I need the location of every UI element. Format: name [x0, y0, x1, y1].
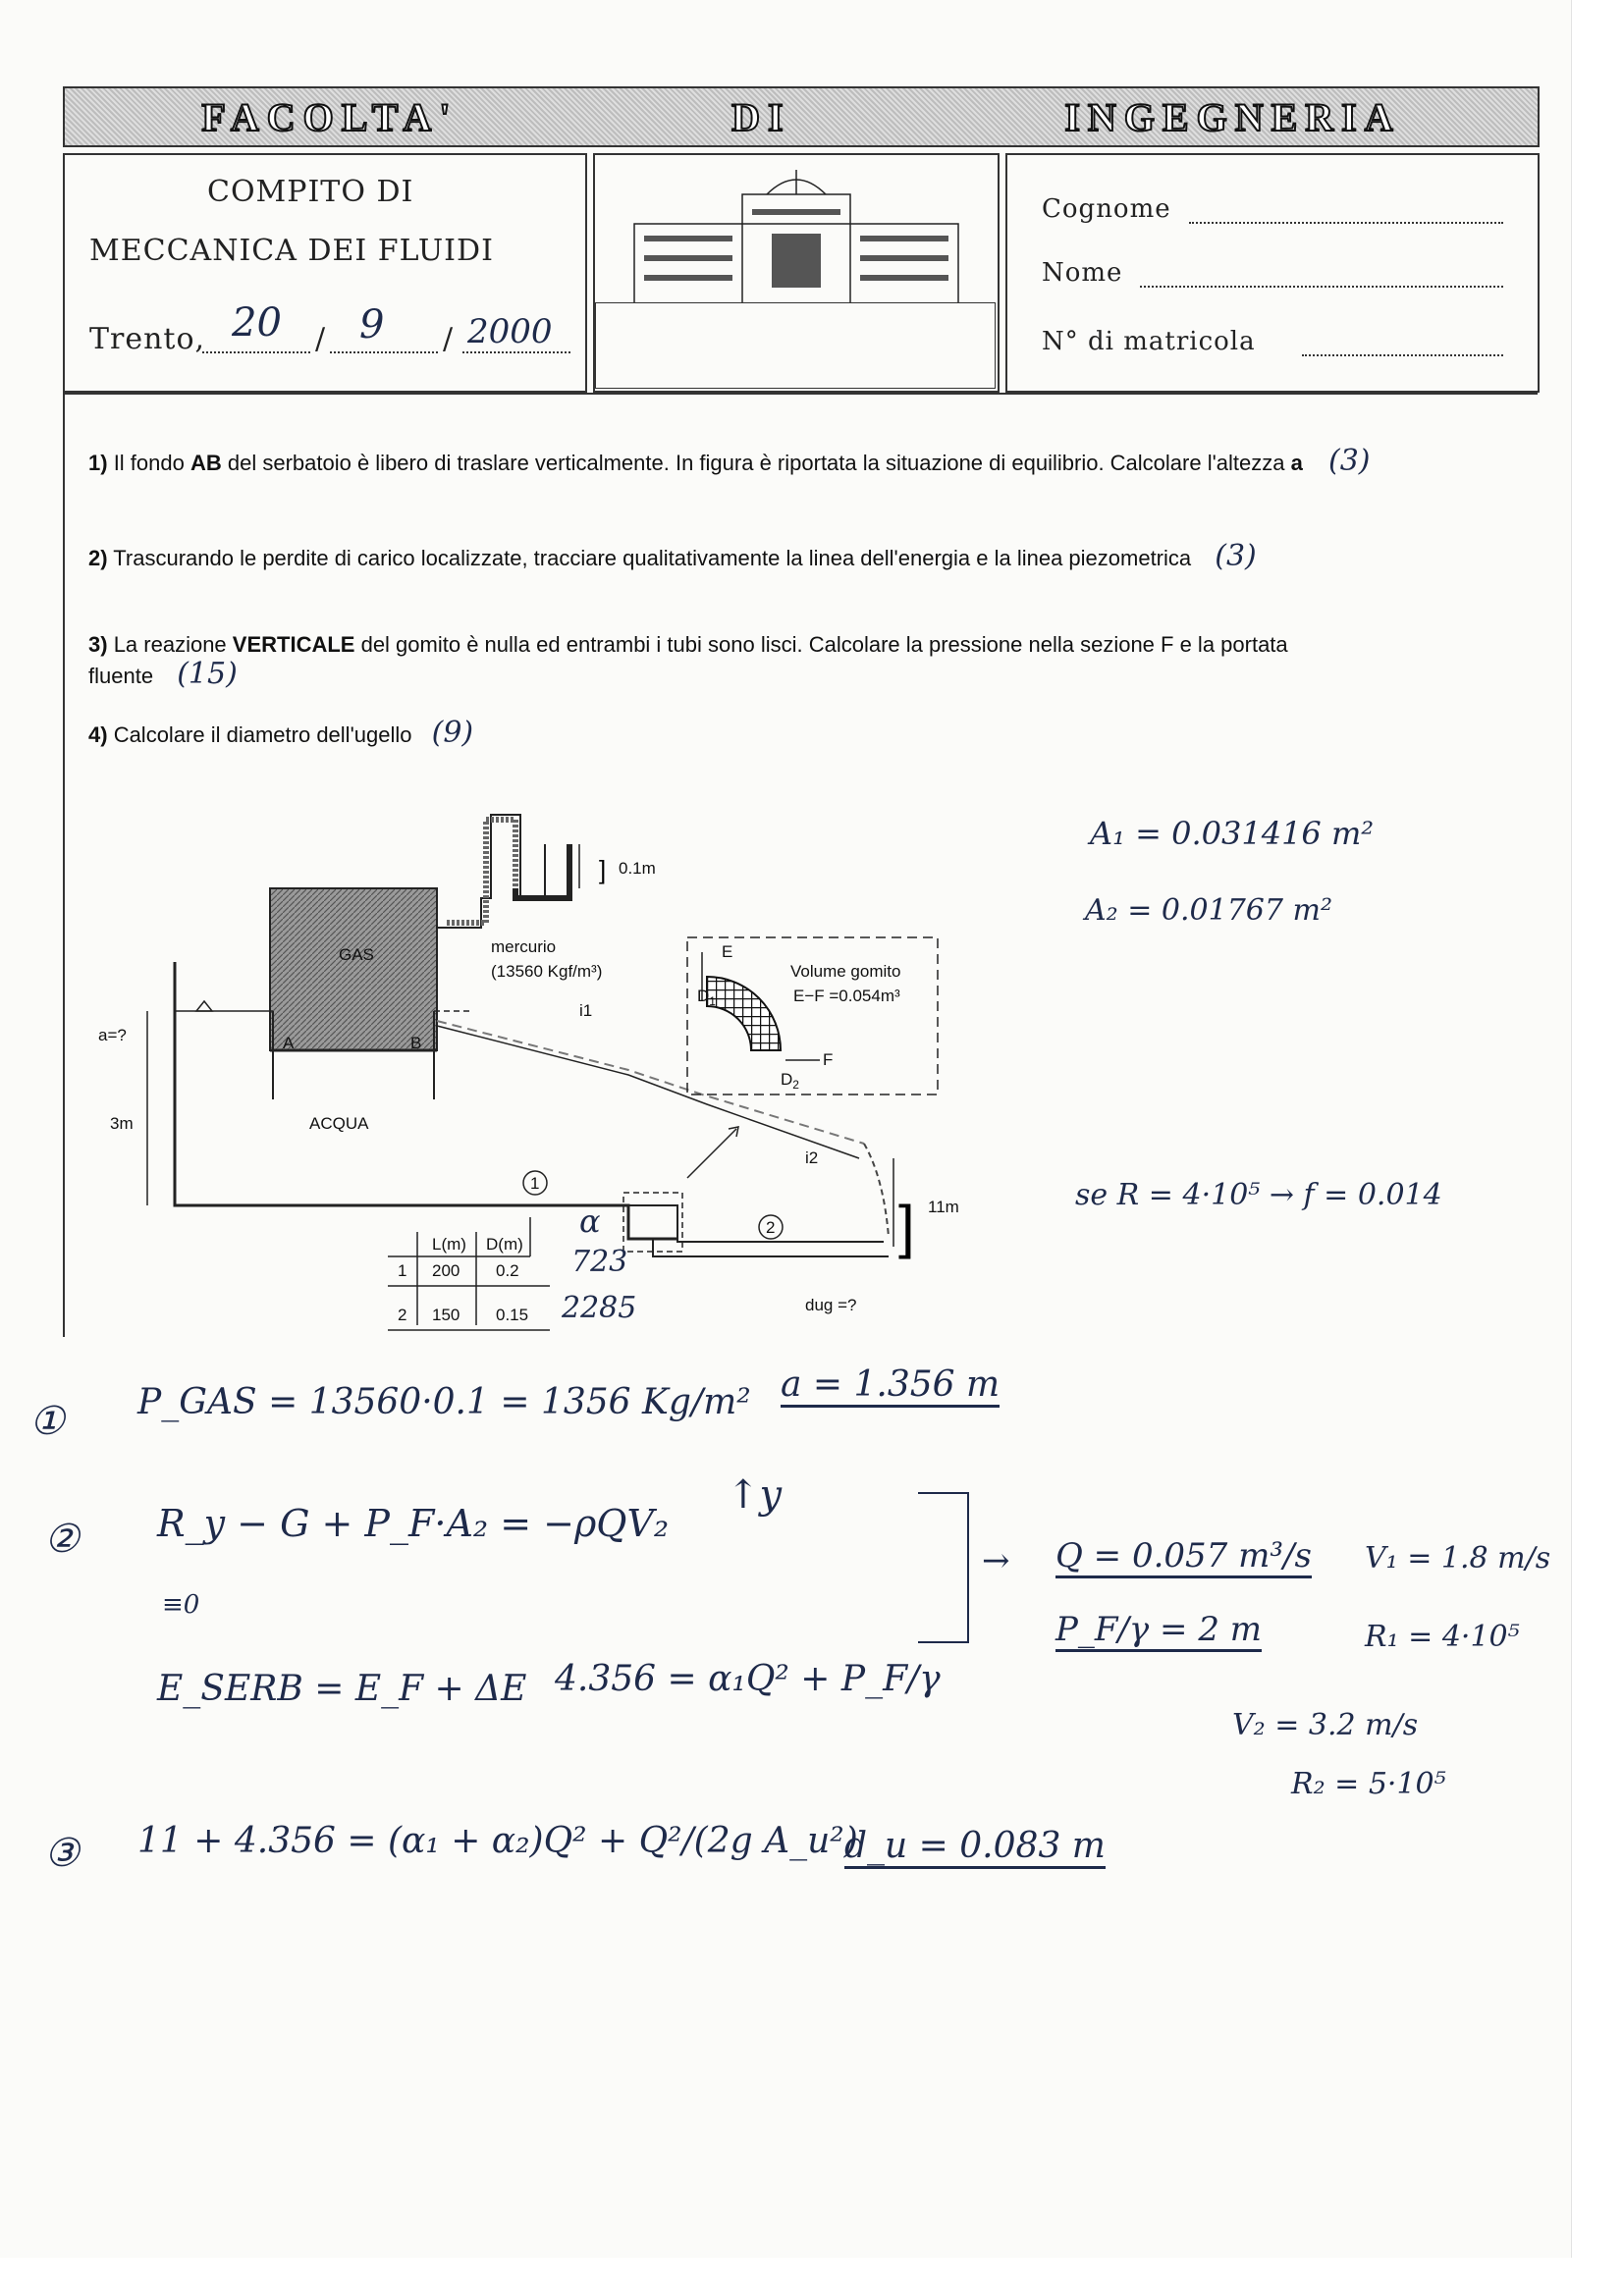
gas-label: GAS — [339, 945, 374, 964]
hand-up-arrow-icon: ↑y — [727, 1472, 783, 1518]
hand-reynolds-note: se R = 4·10⁵ → f = 0.014 — [1075, 1178, 1442, 1212]
hand-sol2-r2: R₂ = 5·10⁵ — [1291, 1767, 1446, 1801]
elbow-f-label: F — [823, 1050, 834, 1069]
hand-sol2-energy: E_SERB = E_F + ΔE — [157, 1669, 527, 1709]
table-row2-d: 0.15 — [496, 1306, 529, 1324]
banner-word-2: DI — [731, 94, 791, 139]
hand-area-a2: A₂ = 0.01767 m² — [1085, 893, 1332, 928]
question-4-score: (9) — [431, 716, 474, 750]
pipe-2-label: 2 — [766, 1218, 776, 1237]
svg-text:]: ] — [599, 855, 607, 884]
question-3-score: (15) — [177, 657, 238, 691]
elbow-d1-label: $D_1$ — [697, 987, 716, 1008]
water-label: ACQUA — [309, 1114, 369, 1133]
hand-arrow-icon: → — [982, 1541, 1010, 1580]
point-b-label: B — [410, 1034, 422, 1052]
table-row1-d: 0.2 — [496, 1261, 519, 1280]
gas-chamber — [270, 888, 437, 1050]
hand-sol2-eq0: ≡0 — [162, 1590, 200, 1620]
hand-alpha-header: α — [579, 1202, 601, 1240]
dim-a-label: a=? — [98, 1026, 127, 1044]
nozzle-label: dug =? — [805, 1296, 857, 1314]
elbow-d2-label: $D_2$ — [781, 1070, 799, 1092]
matricola-label: N° di matricola — [1042, 327, 1256, 356]
dim-11m-label: 11m — [928, 1198, 959, 1216]
hand-sol2-label: ② — [44, 1517, 80, 1562]
table-row2-id: 2 — [398, 1306, 407, 1324]
hand-sol2-v1: V₁ = 1.8 m/s — [1365, 1541, 1551, 1575]
hand-sol2-q: Q = 0.057 m³/s — [1055, 1536, 1312, 1578]
name-label: Nome — [1042, 258, 1123, 288]
table-row1-id: 1 — [398, 1261, 407, 1280]
banner-word-3: INGEGNERIA — [1064, 94, 1401, 139]
surname-label: Cognome — [1042, 194, 1171, 224]
question-1: 1) Il fondo AB del serbatoio è libero di traslare verticalmente. In figura è riportata la situazione di equilibrio. Calcolare l'altezza a (3) — [88, 444, 1371, 478]
question-4: 4) Calcolare il diametro dell'ugello (9) — [88, 716, 474, 750]
hand-sol3-label: ③ — [44, 1831, 80, 1876]
dim-0-1m-label: 0.1m — [619, 859, 656, 878]
table-header-l: L(m) — [432, 1235, 466, 1254]
mercury-label: mercurio — [491, 937, 557, 956]
date-slash-2: / — [443, 322, 455, 356]
place-label: Trento, — [89, 322, 206, 356]
dim-3m-label: 3m — [110, 1114, 134, 1133]
table-row2-l: 150 — [432, 1306, 460, 1324]
question-3: 3) La reazione VERTICALE del gomito è nulla ed entrambi i tubi sono lisci. Calcolare la pressione nella sezione F e la portata fluente (15) — [88, 632, 1288, 691]
hand-sol2-v2: V₂ = 3.2 m/s — [1232, 1708, 1419, 1742]
hand-sol2-eq: R_y − G + P_F·A₂ = −ρQV₂ — [157, 1502, 670, 1545]
date-month: 9 — [359, 302, 385, 347]
hand-sol2-pf: P_F/γ = 2 m — [1055, 1610, 1262, 1652]
hand-sol1-label: ① — [29, 1399, 65, 1444]
hand-bracket — [918, 1492, 969, 1643]
i2-label: i2 — [805, 1148, 819, 1167]
mercury-density-label: (13560 Kgf/m³) — [491, 962, 603, 981]
elbow-title: Volume gomito — [790, 962, 901, 981]
i1-label: i1 — [579, 1001, 593, 1020]
elbow-e-label: E — [722, 942, 733, 961]
table-row1-l: 200 — [432, 1261, 460, 1280]
hand-sol1-result: a = 1.356 m — [781, 1364, 1000, 1408]
hand-sol3-eq: 11 + 4.356 = (α₁ + α₂)Q² + Q²/(2g A_u²) — [137, 1821, 858, 1861]
hand-sol3-result: d_u = 0.083 m — [844, 1826, 1106, 1869]
table-header-d: D(m) — [486, 1235, 523, 1254]
hand-sol2-energy2: 4.356 = α₁Q² + P_F/γ — [555, 1659, 941, 1699]
hand-alpha-1: 723 — [571, 1245, 628, 1279]
exam-title-line2: MECCANICA DEI FLUIDI — [89, 234, 494, 268]
question-1-score: (3) — [1328, 444, 1371, 478]
elbow-detail-frame — [687, 937, 938, 1095]
svg-text:]: ] — [898, 1194, 915, 1259]
pipe-1-label: 1 — [530, 1174, 540, 1193]
elbow-volume: E−F =0.054m³ — [793, 987, 900, 1005]
date-day: 20 — [232, 300, 282, 346]
question-2: 2) Trascurando le perdite di carico localizzate, tracciare qualitativamente la linea dell'energia e la linea piezometrica (3) — [88, 539, 1257, 573]
date-slash-1: / — [315, 322, 327, 356]
hand-sol1-eq: P_GAS = 13560·0.1 = 1356 Kg/m² — [137, 1382, 751, 1422]
question-2-score: (3) — [1215, 539, 1257, 573]
date-year: 2000 — [467, 312, 553, 351]
hand-area-a1: A₁ = 0.031416 m² — [1090, 815, 1375, 852]
exam-title-line1: COMPITO DI — [207, 175, 414, 209]
point-a-label: A — [283, 1034, 295, 1052]
hand-sol2-r1: R₁ = 4·10⁵ — [1365, 1620, 1520, 1654]
banner-word-1: FACOLTA' — [201, 94, 459, 139]
hand-alpha-2: 2285 — [562, 1291, 637, 1325]
